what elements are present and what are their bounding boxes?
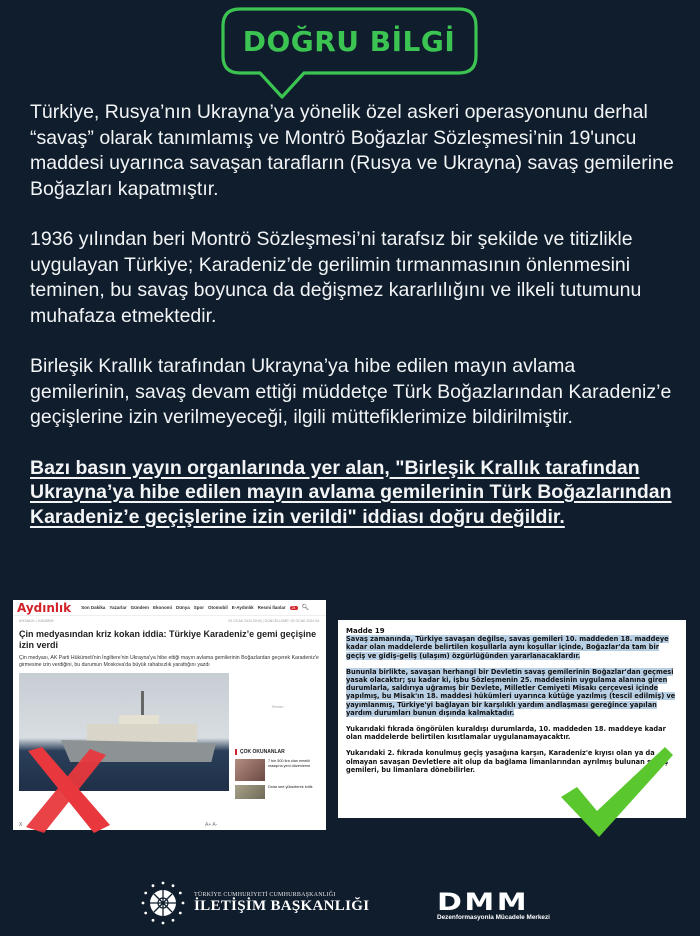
- iletisim-subtitle: TÜRKİYE CUMHURİYETİ CUMHURBAŞKANLIĞI: [194, 891, 336, 898]
- news-sidebar: [235, 673, 320, 799]
- nav-item: Spor: [193, 605, 204, 610]
- iletisim-logo: [140, 880, 369, 926]
- article-date: 02 OCAK 2024 00:00 | GÜNCELLEME: 02 OCAK 2024 00:: [228, 619, 320, 623]
- news-lead: Çin medyası, AK Parti Hükümeti'nin İngiltere'nin Ukrayna'ya hibe ettiği mayın avlama gemilerinin Boğazlardan geçerek Karadeniz'e girmesine izin verdiğini, bu durumun Moskova'da büyük rahatsızlık yarattığını yazdı: [19, 655, 319, 668]
- nav-item: Otomobil: [207, 605, 228, 610]
- news-site-nav: [13, 600, 326, 616]
- popular-thumb: [235, 785, 265, 799]
- nav-item: Yazarlar: [109, 605, 127, 610]
- dmm-logo: [437, 888, 550, 921]
- popular-thumb: [235, 759, 265, 781]
- paragraph-3: Birleşik Krallık tarafından Ukrayna’ya hibe edilen mayın avlama gemilerinin, savaş devam ettiği müddetçe Türk Boğazlarından Karadeniz’e geçişlerine izin verilmeyeceği, ilgili müttefiklerimize bildirilmiştir.: [30, 355, 672, 428]
- nav-item: Ekonomi: [152, 605, 172, 610]
- paragraph-2: 1936 yılından beri Montrö Sözleşmesi’ni tarafsız bir şekilde ve titizlikle uygulayan Türkiye; Karadeniz’de gerilimin tırmanmasının önlenmesini teminen, bu savaş boyunca da değişmez kararlılığını ve ilkeli tutumunu muhafaza etmektedir.: [30, 228, 642, 327]
- page-title: DOĞRU BİLGİ: [242, 24, 456, 58]
- treaty-paragraph-2: Bununla birlikte, savaşan herhangi bir Devletin savaş gemilerinin Boğazlar'dan geçmesi yasak olacaktır; şu kadar ki, işbu Sözleşmenin 25. maddesinin uygulama alanına giren durumlarla, saldırıya uğramış bir Devlete, Milletler Cemiyeti Misakı çerçevesi içinde yapılmış, bu Misak'ın 18. maddesi hükümleri uyarınca kütüğe yazılmış (tescil edilmiş) ve yayımlanmış, Türkiye'yi bağlayan bir karşılıklı yardım andlaşması gereğince yapılan yardım durumları bunun dışında kalmaktadır.: [346, 667, 676, 717]
- treaty-paragraph-4: Yukarıdaki 2. fıkrada konulmuş geçiş yasağına karşın, Karadeniz'e kıyısı olan ya da olmayan savaşan Devletlere ait olup da bağlama limanlarından ayrılmış bulunan savaş gemileri, bu limanlara dönebilirler.: [346, 749, 669, 774]
- article-body: [30, 100, 680, 554]
- treaty-paragraph-3: Yukarıdaki fıkrada öngörülen kuraldışı durumlarda, 10. maddeden 18. maddeye kadar olan maddelerde belirtilen kısıtlamalar uygulanamayacaktır.: [346, 725, 666, 742]
- nav-item: Resmi İlanlar: [257, 605, 286, 610]
- iletisim-text: [194, 892, 369, 915]
- popular-item: [235, 785, 320, 799]
- nav-item: Son Dakika: [81, 605, 106, 610]
- ad-label: Reklam: [271, 705, 284, 709]
- iletisim-title: İLETİŞİM BAŞKANLIĞI: [194, 897, 370, 914]
- nav-item: Gündem: [130, 605, 149, 610]
- popular-title: ÇOK OKUNANLAR: [235, 749, 320, 755]
- ship-deck: [87, 724, 197, 742]
- popular-text: 7 bin 500 lira olan emekli maaşına yeni düzenleme: [268, 759, 311, 768]
- popular-text: Dolar sert yükselerek kritik: [268, 785, 313, 789]
- x-share-icon: X: [19, 822, 23, 828]
- breadcrumb: AYDINLIK • GÜNDEM: [19, 619, 54, 623]
- true-check-icon: [555, 745, 675, 840]
- header-bubble: [0, 0, 700, 100]
- search-icon: 🔍︎: [301, 605, 310, 611]
- treaty-paragraph-1: Savaş zamanında, Türkiye savaşan değilse, savaş gemileri 10. maddeden 18. maddeye kadar olan maddelerde belirtilen koşullarla aynı koşullar içinde, Boğazlar'da tam bir geçiş ve gidiş-geliş (ulaşım) özgürlüğünden yararlanacaklardır.: [346, 635, 669, 660]
- iletisim-emblem-icon: [140, 880, 186, 926]
- article-meta: [13, 616, 326, 626]
- dmm-wordmark: DMM: [437, 888, 530, 916]
- nav-badge: 24: [291, 605, 296, 610]
- nav-item: E-Aydınlık: [231, 605, 254, 610]
- claim-statement: Bazı basın yayın organlarında yer alan, "Birleşik Krallık tarafından Ukrayna’ya hibe edilen mayın avlama gemilerinin Türk Boğazlarından Karadeniz’e geçişlerine izin verildi" iddiası doğru değildir.: [30, 456, 672, 528]
- font-size-controls: A+ A-: [205, 822, 218, 828]
- popular-item: [235, 759, 320, 781]
- dmm-subtitle: Dezenformasyonla Mücadele Merkezi: [437, 914, 550, 921]
- news-headline: Çin medyasından kriz kokan iddia: Türkiye Karadeniz’e gemi geçişine izin verdi: [19, 629, 317, 650]
- paragraph-1: Türkiye, Rusya’nın Ukrayna’ya yönelik özel askeri operasyonunu derhal “savaş” olarak tanımlamış ve Montrö Boğazlar Sözleşmesi’nin 19'uncu maddesi uyarınca savaşan tarafların (Rusya ve Ukrayna) savaş gemilerine Boğazları kapatmıştır.: [30, 101, 674, 200]
- nav-item: Dünya: [175, 605, 190, 610]
- site-logo: Aydınlık: [17, 600, 72, 615]
- false-x-icon: [20, 745, 115, 835]
- article-heading: Madde 19: [346, 627, 385, 635]
